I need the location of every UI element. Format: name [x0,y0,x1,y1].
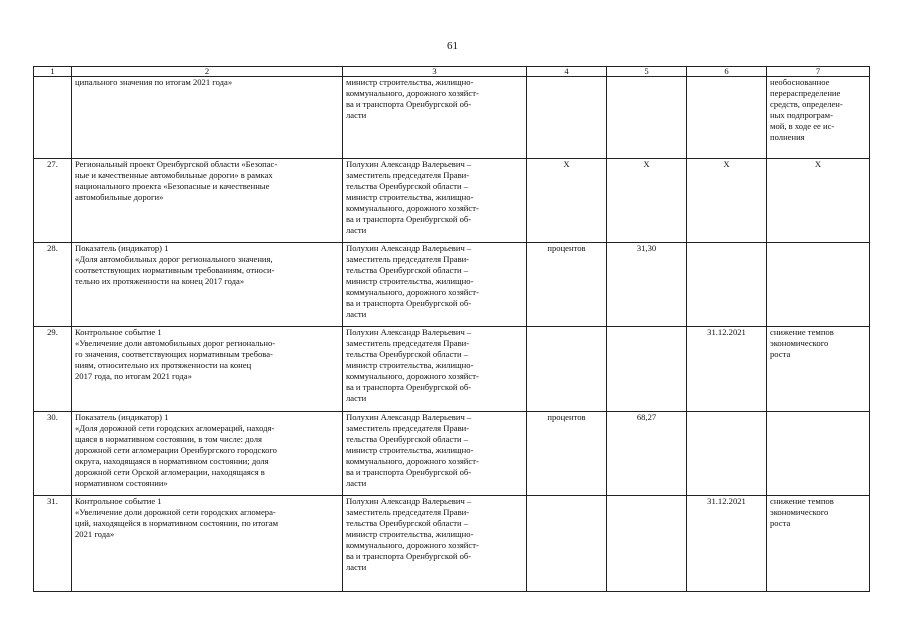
table-row [34,327,870,412]
row-number: 27. [34,159,72,243]
row-value: X [607,159,687,243]
row-date [687,243,767,327]
row-name: Контрольное событие 1 «Увеличение доли автомобильных дорог регионально- го значения, соответствующих нормативным требова- ниям, относительно их протяженности на конец 2017 года, по итогам 2021 года» [72,327,343,412]
column-header-3: 3 [343,67,527,77]
row-unit [527,327,607,412]
row-responsible: министр строительства, жилищно- коммунального, дорожного хозяйст- ва и транспорта Оренбургской об- ласти [343,77,527,159]
column-header-7: 7 [767,67,870,77]
row-responsible: Полухин Александр Валерьевич – заместитель председателя Прави- тельства Оренбургской области – министр строительства, жилищно- коммунального, дорожного хозяйст- ва и транспорта Оренбургской об- ласти [343,496,527,592]
plan-table [33,66,870,592]
row-responsible: Полухин Александр Валерьевич – заместитель председателя Прави- тельства Оренбургской области – министр строительства, жилищно- коммунального, дорожного хозяйст- ва и транспорта Оренбургской об- ласти [343,327,527,412]
row-value [607,327,687,412]
row-risk: необоснованное перераспределение средств, определен- ных подпрограм- мой, в ходе ее ис- полнения [767,77,870,159]
row-responsible: Полухин Александр Валерьевич – заместитель председателя Прави- тельства Оренбургской области – министр строительства, жилищно- коммунального, дорожного хозяйст- ва и транспорта Оренбургской об- ласти [343,159,527,243]
row-risk [767,243,870,327]
column-header-4: 4 [527,67,607,77]
row-number: 28. [34,243,72,327]
column-number-row [34,67,870,77]
row-date: 31.12.2021 [687,327,767,412]
column-header-5: 5 [607,67,687,77]
row-number [34,77,72,159]
row-unit: процентов [527,243,607,327]
row-value: 68,27 [607,412,687,496]
row-name: ципального значения по итогам 2021 года» [72,77,343,159]
column-header-6: 6 [687,67,767,77]
row-unit [527,77,607,159]
row-name: Региональный проект Оренбургской области «Безопас- ные и качественные автомобильные дороги» в рамках национального проекта «Безопасные и качественные автомобильные дороги» [72,159,343,243]
table-row [34,77,870,159]
row-unit: X [527,159,607,243]
row-responsible: Полухин Александр Валерьевич – заместитель председателя Прави- тельства Оренбургской области – министр строительства, жилищно- коммунального, дорожного хозяйст- ва и транспорта Оренбургской об- ласти [343,412,527,496]
row-unit: процентов [527,412,607,496]
page-number: 61 [447,40,458,52]
row-value: 31,30 [607,243,687,327]
column-header-2: 2 [72,67,343,77]
row-risk [767,412,870,496]
column-header-1: 1 [34,67,72,77]
row-date: X [687,159,767,243]
table-row [34,243,870,327]
table-row [34,412,870,496]
row-responsible: Полухин Александр Валерьевич – заместитель председателя Прави- тельства Оренбургской области – министр строительства, жилищно- коммунального, дорожного хозяйст- ва и транспорта Оренбургской об- ласти [343,243,527,327]
row-risk: снижение темпов экономического роста [767,327,870,412]
row-number: 29. [34,327,72,412]
row-name: Контрольное событие 1 «Увеличение доли дорожной сети городских агломера- ций, находящейся в нормативном состоянии, по итогам 2021 года» [72,496,343,592]
row-value [607,496,687,592]
row-date [687,412,767,496]
row-name: Показатель (индикатор) 1 «Доля дорожной сети городских агломераций, находя- щаяся в нормативном состоянии, в том числе: доля дорожной сети агломерации Оренбургского городского округа, находящаяся в нормативном состоянии; доля дорожной сети Орской агломерации, находящаяся в нормативном состоянии» [72,412,343,496]
row-date [687,77,767,159]
row-number: 30. [34,412,72,496]
row-date: 31.12.2021 [687,496,767,592]
row-risk: снижение темпов экономического роста [767,496,870,592]
row-name: Показатель (индикатор) 1 «Доля автомобильных дорог регионального значения, соответствующих нормативным требованиям, относи- тельно их протяженности на конец 2017 года» [72,243,343,327]
table-row [34,496,870,592]
row-unit [527,496,607,592]
row-number: 31. [34,496,72,592]
row-value [607,77,687,159]
row-risk: X [767,159,870,243]
table-row [34,159,870,243]
